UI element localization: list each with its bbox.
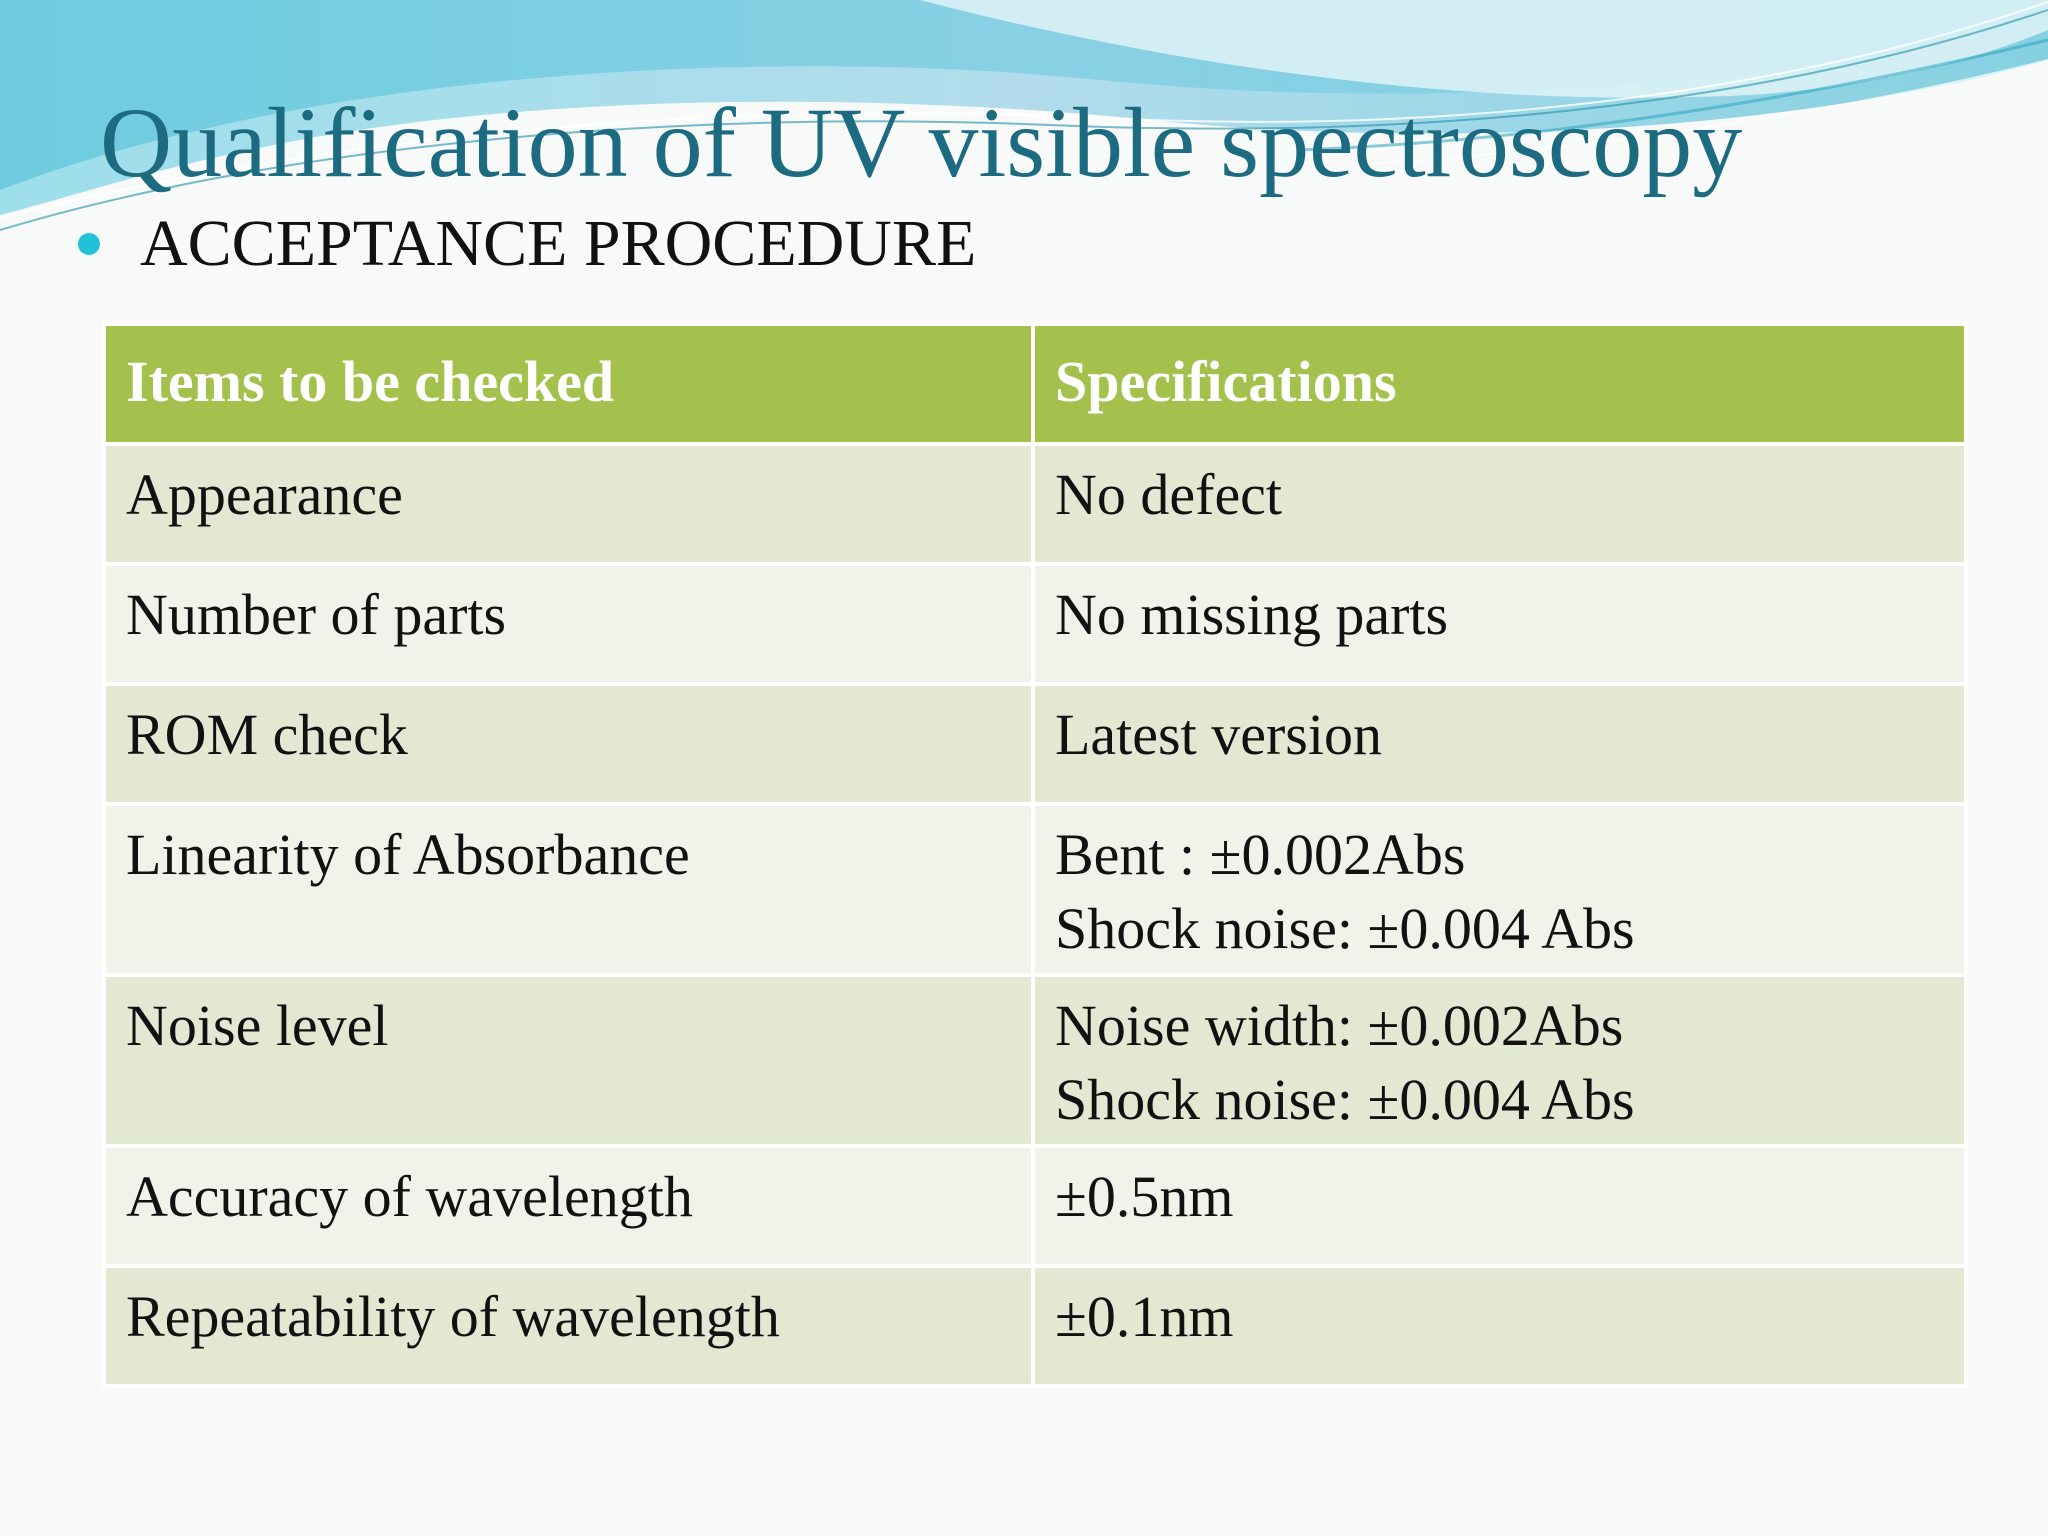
- header-items: Items to be checked: [104, 324, 1033, 444]
- spec-line: Shock noise: ±0.004 Abs: [1055, 1067, 1635, 1132]
- spec-line: Latest version: [1055, 702, 1382, 767]
- slide-title: Qualification of UV visible spectroscopy: [100, 87, 1743, 198]
- bullet-icon: [78, 233, 100, 255]
- bullet-item: [78, 204, 976, 284]
- item-cell: Appearance: [104, 444, 1033, 564]
- table-row: [104, 975, 1966, 1146]
- item-cell: Accuracy of wavelength: [104, 1146, 1033, 1266]
- spec-cell: [1033, 684, 1966, 804]
- table-row: [104, 444, 1966, 564]
- spec-cell: [1033, 975, 1966, 1146]
- acceptance-table: [102, 322, 1968, 1388]
- spec-line: Bent : ±0.002Abs: [1055, 822, 1466, 887]
- table-row: [104, 1146, 1966, 1266]
- spec-cell: [1033, 1146, 1966, 1266]
- table-row: [104, 804, 1966, 975]
- item-cell: Number of parts: [104, 564, 1033, 684]
- spec-cell: [1033, 1266, 1966, 1386]
- spec-line: No defect: [1055, 462, 1283, 527]
- table-row: [104, 1266, 1966, 1386]
- spec-line: Noise width: ±0.002Abs: [1055, 993, 1624, 1058]
- item-cell: Linearity of Absorbance: [104, 804, 1033, 975]
- bullet-text: ACCEPTANCE PROCEDURE: [140, 207, 977, 280]
- spec-line: Shock noise: ±0.004 Abs: [1055, 896, 1635, 961]
- spec-cell: [1033, 804, 1966, 975]
- table-header-row: [104, 324, 1966, 444]
- item-cell: Repeatability of wavelength: [104, 1266, 1033, 1386]
- spec-cell: [1033, 564, 1966, 684]
- spec-line: ±0.1nm: [1055, 1284, 1234, 1349]
- table-row: [104, 684, 1966, 804]
- spec-line: No missing parts: [1055, 582, 1449, 647]
- item-cell: ROM check: [104, 684, 1033, 804]
- table-row: [104, 564, 1966, 684]
- header-specifications: Specifications: [1033, 324, 1966, 444]
- spec-line: ±0.5nm: [1055, 1164, 1234, 1229]
- item-cell: Noise level: [104, 975, 1033, 1146]
- spec-cell: [1033, 444, 1966, 564]
